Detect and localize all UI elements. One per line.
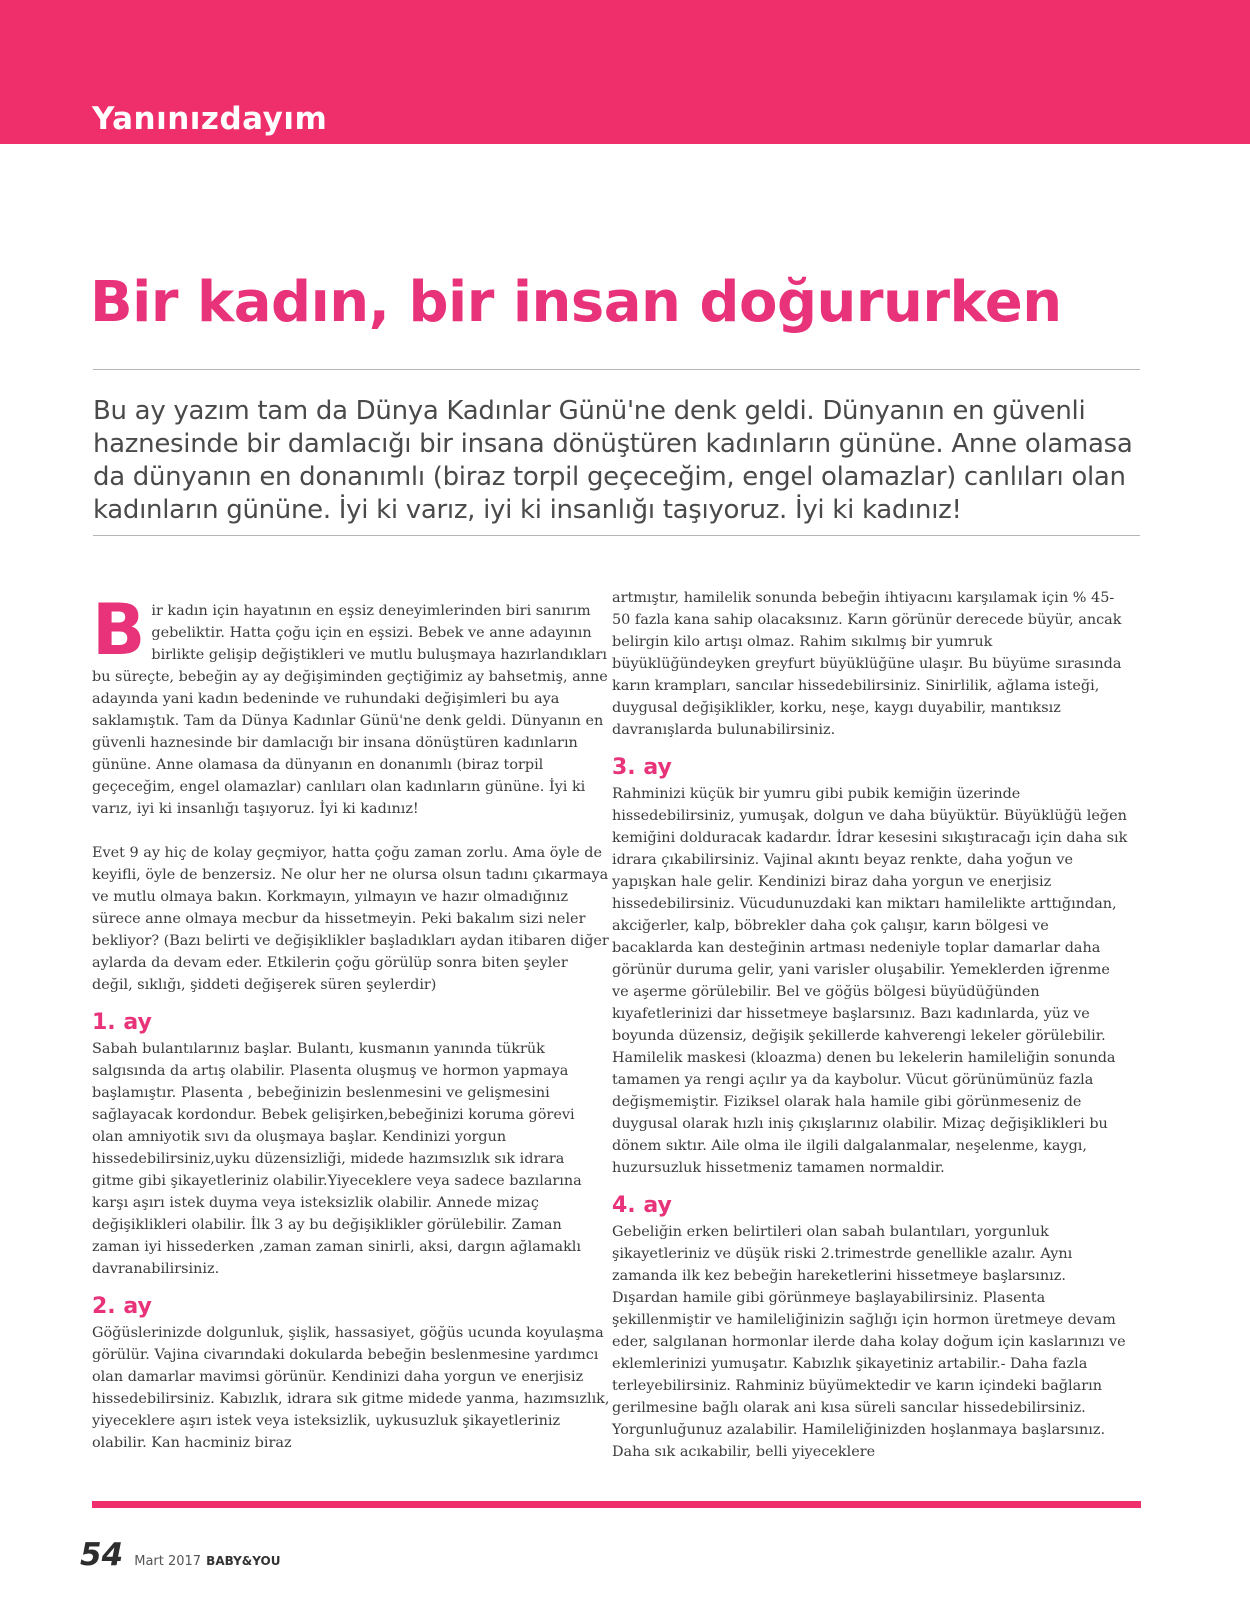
month-2-text: Göğüslerinizde dolgunluk, şişlik, hassasiyet, göğüs ucunda koyulaşma görülür. Vajina civarındaki dokularda bebeğin beslenmesine yardımcı olan damarlar mavimsi görünür. Kendinizi daha yorgun ve enerjisiz hissedebilirsiniz. Kabızlık, idrara sık gitme midede yanma, hazımsızlık, yiyeceklere aşırı istek veya isteksizlik, uykusuzluk şikayetleriniz olabilir. Kan hacminiz biraz <box>92 1325 610 1451</box>
month-3-heading: 3. ay <box>612 755 672 780</box>
section-label: Yanınızdayım <box>92 101 328 137</box>
opening-paragraph <box>92 589 610 820</box>
footer-bar <box>92 1501 1141 1508</box>
divider-top <box>93 369 1140 370</box>
drop-cap: B <box>92 589 146 671</box>
month-2-heading: 2. ay <box>92 1294 152 1319</box>
article-title: Bir kadın, bir insan doğururken <box>90 270 1062 335</box>
column-right <box>612 587 1130 1463</box>
opening-text: ir kadın için hayatının en eşsiz deneyimlerinden biri sanırım gebeliktir. Hatta çoğu için en eşsizi. Bebek ve anne adayının birlikte gelişip değiştikleri ve mutlu buluşmaya hazırlandıkları bu süreçte, bebeğin ay ay değişiminden geçtiğimiz ay bahsetmiş, anne adayında yani kadın bedeninde ve ruhundaki değişimleri bu aya saklamıştık. Tam da Dünya Kadınlar Günü'ne denk geldi. Dünyanın en güvenli haznesinde bir damlacığı bir insana dönüştüren kadınların gününe. Anne olamasa da dünyanın en donanımlı (biraz torpil geçeceğim, engel olamazlar) canlıları olan kadınların gününe. İyi ki varız, iyi ki insanlığı taşıyoruz. İyi ki kadınız! <box>92 603 608 817</box>
page-footer <box>80 1537 280 1573</box>
month-3-text: Rahminizi küçük bir yumru gibi pubik kemiğin üzerinde hissedebilirsiniz, yumuşak, dolgun ve daha büyüktür. Büyüklüğü leğen kemiğini dolduracak kadardır. İdrar kesesini sıkıştıracağı için daha sık idrara çıkabilirsiniz. Vajinal akıntı beyaz renkte, daha yoğun ve yapışkan hale gelir. Kendinizi biraz daha yorgun ve enerjisiz hissedebilirsiniz. Vücudunuzdaki kan miktarı hamilelikte arttığından, akciğerler, kalp, böbrekler daha çok çalışır, karın bölgesi ve bacaklarda kan desteğinin artması nedeniyle toplar damarlar daha görünür duruma gelir, yani varisler oluşabilir. Yemeklerden iğrenme ve aşerme görülebilir. Bel ve göğüs bölgesi büyüdüğünden kıyafetlerinizi dar hissetmeye başlarsınız. Bazı kadınlarda, yüz ve boyunda düzensiz, değişik şekillerde kahverengi lekeler görülebilir. Hamilelik maskesi (kloazma) denen bu lekelerin hamileliğin sonunda tamamen ya rengi açılır ya da kaybolur. Vücut görünümünüz fazla değişmemiştir. Fiziksel olarak hala hamile gibi görünmeseniz de duygusal olarak hızlı iniş çıkışlarınız olabilir. Mizaç değişiklikleri bu dönem sıktır. Aile olma ile ilgili dalgalanmalar, neşelenme, kaygı, huzursuzluk hissetmeniz tamamen normaldir. <box>612 786 1128 1176</box>
month-2-continued: artmıştır, hamilelik sonunda bebeğin ihtiyacını karşılamak için % 45- 50 fazla kana sahip olacaksınız. Karın görünür derecede büyür, ancak belirgin kilo artışı olmaz. Rahim sıkılmış bir yumruk büyüklüğündeyken greyfurt büyüklüğüne ulaşır. Bu büyüme sırasında karın krampları, sancılar hissedebilirsiniz. Sinirlilik, ağlama isteği, duygusal değişiklikler, korku, neşe, kaygı duyabilir, mantıksız davranışlarda bulunabilirsiniz. <box>612 590 1122 738</box>
paragraph-2: Evet 9 ay hiç de kolay geçmiyor, hatta çoğu zaman zorlu. Ama öyle de keyifli, öyle de benzersiz. Ne olur her ne olursa olsun tadını çıkarmaya ve mutlu olmaya bakın. Korkmayın, yılmayın ve hazır olmadığınız sürece anne olmaya mecbur da hissetmeyin. Peki bakalım sizi neler bekliyor? (Bazı belirti ve değişiklikler başladıkları aydan itibaren diğer aylarda da devam eder. Etkilerin çoğu görülüp sonra biten şeyler değil, sıklığı, şiddeti değişerek süren şeylerdir) <box>92 845 609 993</box>
month-4-text: Gebeliğin erken belirtileri olan sabah bulantıları, yorgunluk şikayetleriniz ve düşük riski 2.trimestrde genellikle azalır. Aynı zamanda ilk kez bebeğin hareketlerini hissetmeye başlarsınız. Dışardan hamile gibi görünmeye başlayabilirsiniz. Plasenta şekillenmiştir ve hamileliğinizin sağlığı için hormon üretmeye devam eder, salgılanan hormonlar ilerde daha kolay doğum için kaslarınızı ve eklemlerinizi yumuşatır. Kabızlık şikayetiniz artabilir.- Daha fazla terleyebilirsiniz. Rahminiz büyümektedir ve karın içindeki bağların gerilmesine bağlı olarak ani kısa süreli sancılar hissedebilirsiniz. Yorgunluğunuz azalabilir. Hamileliğinizden hoşlanmaya başlarsınız. Daha sık acıkabilir, belli yiyeceklere <box>612 1224 1126 1460</box>
column-left <box>92 589 610 1454</box>
magazine-brand: BABY&YOU <box>206 1554 281 1568</box>
month-4-heading: 4. ay <box>612 1193 672 1218</box>
month-1-heading: 1. ay <box>92 1010 152 1035</box>
page-number: 54 <box>80 1537 124 1573</box>
issue-date: Mart 2017 <box>134 1554 202 1569</box>
article-intro: Bu ay yazım tam da Dünya Kadınlar Günü'ne denk geldi. Dünyanın en güvenli haznesinde bir damlacığı bir insana dönüştüren kadınların gününe. Anne olamasa da dünyanın en donanımlı (biraz torpil geçeceğim, engel olamazlar) canlıları olan kadınların gününe. İyi ki varız, iyi ki insanlığı taşıyoruz. İyi ki kadınız! <box>93 396 1133 525</box>
divider-bottom <box>93 535 1140 536</box>
month-1-text: Sabah bulantılarınız başlar. Bulantı, kusmanın yanında tükrük salgısında da artış olabilir. Plasenta oluşmuş ve hormon yapmaya başlamıştır. Plasenta , bebeğinizin beslenmesini ve gelişmesini sağlayacak kordondur. Bebek gelişirken,bebeğinizi koruma görevi olan amniyotik sıvı da oluşmaya başlar. Kendinizi yorgun hissedebilirsiniz,uyku düzensizliği, midede hazımsızlık sık idrara gitme gibi şikayetleriniz olabilir.Yiyeceklere veya sadece bazılarına karşı aşırı istek duyma veya isteksizlik olabilir. Annede mizaç değişiklikleri olabilir. İlk 3 ay bu değişiklikler görülebilir. Zaman zaman iyi hissederken ,zaman zaman sinirli, aksi, dargın ağlamaklı davranabilirsiniz. <box>92 1041 582 1277</box>
